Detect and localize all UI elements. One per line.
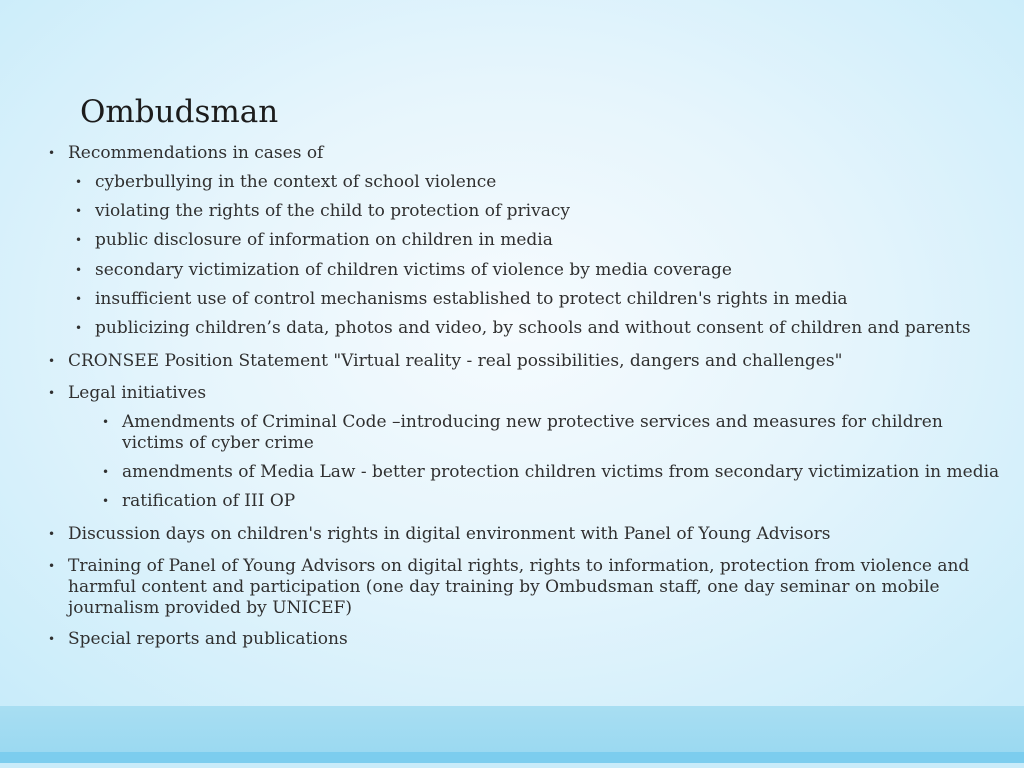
footer-band-dark bbox=[0, 752, 1024, 763]
bullet-item-discussion bbox=[48, 524, 831, 545]
sub-bullet-item bbox=[75, 289, 848, 310]
sub-bullet-item bbox=[75, 201, 570, 222]
bullet-icon: • bbox=[75, 321, 83, 335]
sub-bullet-item bbox=[75, 230, 553, 251]
bullet-item-legal bbox=[48, 383, 207, 404]
bullet-icon: • bbox=[75, 175, 83, 189]
bullet-text: Training of Panel of Young Advisors on digital rights, rights to information, protection from violence and harmful content and participation (one day training by Ombudsman staff, one day seminar on mobile journalism provided by UNICEF) bbox=[68, 556, 970, 618]
bullet-item-training bbox=[48, 556, 1013, 619]
bullet-icon: • bbox=[75, 233, 83, 247]
bullet-icon: • bbox=[75, 204, 83, 218]
bullet-icon: • bbox=[48, 354, 56, 368]
bullet-item-cronsee bbox=[48, 351, 843, 372]
bullet-icon: • bbox=[75, 292, 83, 306]
bullet-text: Recommendations in cases of bbox=[68, 143, 324, 163]
bullet-icon: • bbox=[48, 527, 56, 541]
sub-bullet-text: publicizing children’s data, photos and video, by schools and without consent of children and parents bbox=[95, 318, 971, 338]
sub-bullet-text: public disclosure of information on children in media bbox=[95, 230, 553, 250]
sub-bullet-text: ratification of III OP bbox=[122, 491, 296, 511]
bullet-icon: • bbox=[48, 559, 56, 573]
bullet-icon: • bbox=[102, 494, 110, 508]
bullet-icon: • bbox=[102, 465, 110, 479]
bullet-text: CRONSEE Position Statement "Virtual reality - real possibilities, dangers and challenges" bbox=[68, 351, 843, 371]
bullet-text: Legal initiatives bbox=[68, 383, 207, 403]
bullet-item-reports bbox=[48, 629, 348, 650]
sub-bullet-item bbox=[75, 318, 971, 339]
slide-title: Ombudsman bbox=[80, 94, 279, 130]
sub-bullet-text: violating the rights of the child to protection of privacy bbox=[95, 201, 570, 221]
sub-bullet-item bbox=[102, 412, 1007, 454]
sub-bullet-item bbox=[75, 260, 732, 281]
bullet-icon: • bbox=[48, 146, 56, 160]
sub-bullet-item bbox=[102, 462, 1000, 483]
footer-band-light bbox=[0, 706, 1024, 752]
bullet-icon: • bbox=[75, 263, 83, 277]
bullet-icon: • bbox=[48, 632, 56, 646]
sub-bullet-item bbox=[75, 172, 497, 193]
sub-bullet-text: cyberbullying in the context of school violence bbox=[95, 172, 497, 192]
bullet-item-recommendations bbox=[48, 143, 324, 164]
sub-bullet-text: insufficient use of control mechanisms established to protect children's rights in media bbox=[95, 289, 848, 309]
sub-bullet-text: secondary victimization of children victims of violence by media coverage bbox=[95, 260, 732, 280]
bullet-text: Special reports and publications bbox=[68, 629, 348, 649]
footer-band-bottom bbox=[0, 763, 1024, 768]
sub-bullet-item bbox=[102, 491, 296, 512]
sub-bullet-text: Amendments of Criminal Code –introducing new protective services and measures for children victims of cyber crime bbox=[122, 412, 943, 453]
sub-bullet-text: amendments of Media Law - better protection children victims from secondary victimization in media bbox=[122, 462, 1000, 482]
bullet-icon: • bbox=[102, 415, 110, 429]
bullet-icon: • bbox=[48, 386, 56, 400]
bullet-text: Discussion days on children's rights in digital environment with Panel of Young Advisors bbox=[68, 524, 831, 544]
